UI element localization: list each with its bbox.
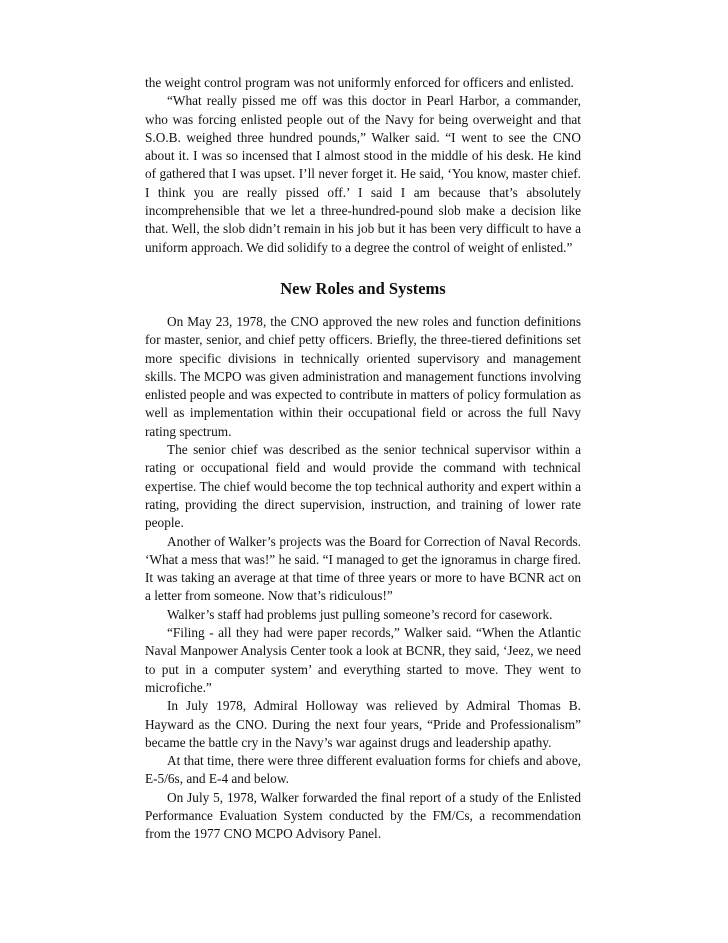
paragraph-holloway-hayward: In July 1978, Admiral Holloway was relieved by Admiral Thomas B. Hayward as the CNO. During the next four years, “Pride and Professionalism” became the battle cry in the Navy’s war against drugs and leadership apathy. bbox=[145, 698, 581, 750]
section-heading: New Roles and Systems bbox=[280, 278, 446, 298]
paragraph-walker-quote-weight: “What really pissed me off was this doctor in Pearl Harbor, a commander, who was forcing enlisted people out of the Navy for being overweight and that S.O.B. weighed three hundred pounds,” Walker said. “I went to see the CNO about it. I was so incensed that I almost stood in the middle of his desk. He kind of gathered that I was upset. I’ll never forget it. He said, ‘You know, master chief. I think you are really pissed off.’ I said I am because that’s absolutely incomprehensible that we let a three-hundred-pound slob make a decision like that. Well, the slob didn’t remain in his job but it has been very difficult to have a uniform approach. We did solidify to a degree the control of weight of enlisted.” bbox=[145, 93, 581, 255]
paragraph-staff-records: Walker’s staff had problems just pulling someone’s record for casework. bbox=[167, 606, 553, 622]
paragraph-bcnr: Another of Walker’s projects was the Board for Correction of Naval Records. ‘What a mess that was!” he said. “I managed to get the ignoramus in charge fired. It was taking an average at that time of three years or more to have BCNR act on a letter from someone. Now that’s ridiculous!” bbox=[145, 533, 581, 604]
paragraph-final-report: On July 5, 1978, Walker forwarded the final report of a study of the Enlisted Performance Evaluation System conducted by the FM/Cs, a recommendation from the 1977 CNO MCPO Advisory Panel. bbox=[145, 789, 581, 842]
paragraph-filing-quote: “Filing - all they had were paper records,” Walker said. “When the Atlantic Naval Manpower Analysis Center took a look at BCNR, they said, ‘Jeez, we need to put in a computer system’ and everything started to move. They went to microfiche.” bbox=[145, 625, 581, 695]
paragraph-roles-definitions: On May 23, 1978, the CNO approved the new roles and function definitions for master, senior, and chief petty officers. Briefly, the three-tiered definitions set more specific divisions in technically oriented supervisory and management skills. The MCPO was given administration and management functions involving enlisted people and was expected to contribute in matters of policy formulation as well as implementation within their occupational field or across the full Navy rating spectrum. bbox=[145, 313, 581, 439]
paragraph-continued: the weight control program was not uniformly enforced for officers and enlisted. bbox=[145, 75, 574, 90]
paragraph-senior-chief: The senior chief was described as the senior technical supervisor within a rating or occupational field and would provide the command with technical expertise. The chief would become the top technical authority and expert within a rating, providing the direct supervision, instruction, and training of lower rate people. bbox=[145, 442, 581, 531]
paragraph-evaluation-forms: At that time, there were three different evaluation forms for chiefs and above, E-5/6s, and E-4 and below. bbox=[145, 753, 581, 787]
document-page bbox=[145, 74, 581, 844]
